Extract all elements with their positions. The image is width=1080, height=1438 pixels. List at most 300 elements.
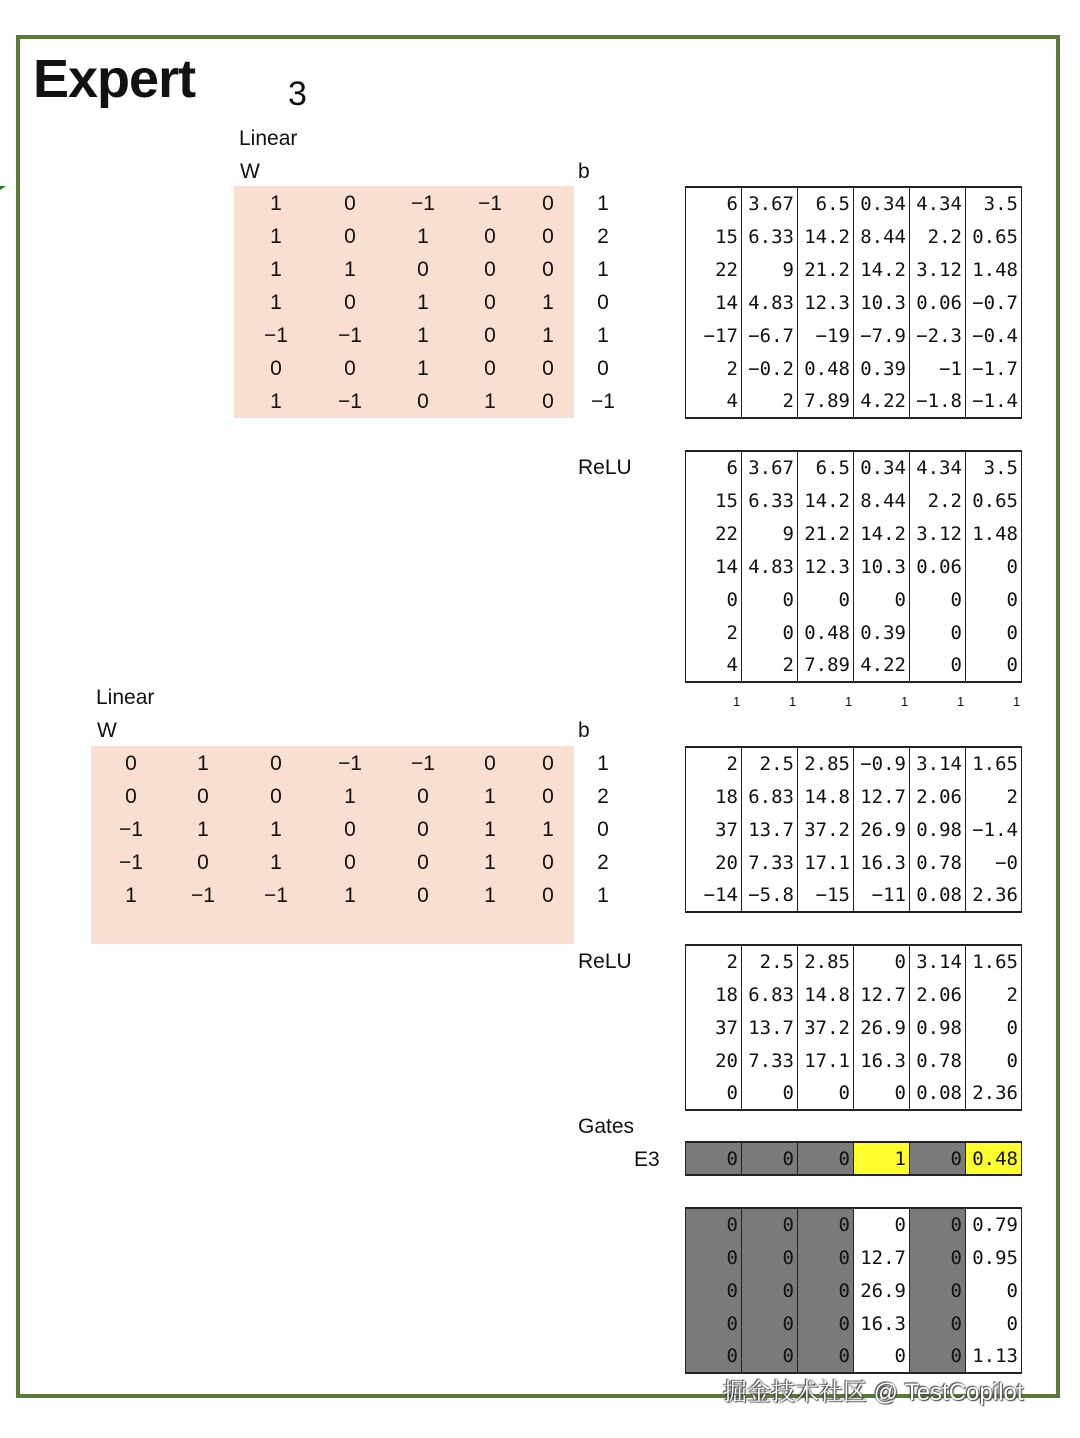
- matrix-cell: −14: [686, 879, 742, 912]
- weight-cell: 0: [542, 884, 554, 907]
- matrix-cell: 1.13: [966, 1340, 1022, 1373]
- layer2-relu-label: ReLU: [578, 950, 632, 973]
- weight-cell: 1: [484, 818, 496, 841]
- matrix-cell: 2.06: [910, 780, 966, 813]
- weight-cell: 0: [542, 752, 554, 775]
- matrix-cell: −1: [910, 352, 966, 385]
- matrix-cell: −0: [966, 846, 1022, 879]
- gates-label: Gates: [578, 1115, 635, 1138]
- weight-cell: 1: [270, 258, 282, 281]
- matrix-cell: 0.08: [910, 1077, 966, 1110]
- matrix-cell: 0.06: [910, 550, 966, 583]
- weight-cell: 1: [417, 291, 429, 314]
- weight-cell: −1: [338, 324, 362, 347]
- matrix-cell: 0.65: [966, 220, 1022, 253]
- matrix-cell: 7.89: [798, 649, 854, 682]
- weight-cell: 0: [542, 785, 554, 808]
- matrix-cell: 0.34: [854, 187, 910, 220]
- weight-cell: 1: [270, 291, 282, 314]
- weight-cell: 1: [197, 752, 209, 775]
- matrix-cell: 15: [686, 484, 742, 517]
- weight-cell: 0: [542, 225, 554, 248]
- weight-cell: 0: [417, 785, 429, 808]
- watermark: 掘金技术社区 @ TestCopilot: [723, 1379, 1024, 1406]
- matrix-cell: 0: [742, 1241, 798, 1274]
- matrix-row: [686, 484, 1022, 517]
- weight-cell: 0: [344, 851, 356, 874]
- weight-cell: 0: [417, 390, 429, 413]
- matrix-cell: 2.36: [966, 879, 1022, 912]
- gates-row: [685, 1141, 1022, 1176]
- matrix-cell: 8.44: [854, 484, 910, 517]
- weight-cell: 0: [344, 225, 356, 248]
- matrix-cell: −6.7: [742, 319, 798, 352]
- bias-cell: 0: [597, 818, 609, 841]
- matrix-cell: 0: [910, 583, 966, 616]
- matrix-cell: 0: [966, 1011, 1022, 1044]
- matrix-cell: 0: [798, 583, 854, 616]
- matrix-cell: −1.4: [966, 385, 1022, 418]
- matrix-cell: 8.44: [854, 220, 910, 253]
- matrix-cell: 0: [966, 583, 1022, 616]
- matrix-cell: 2: [686, 945, 742, 978]
- matrix-cell: 6.33: [742, 220, 798, 253]
- gated-output: [685, 1207, 1022, 1374]
- matrix-cell: 0: [910, 616, 966, 649]
- matrix-cell: 37.2: [798, 1011, 854, 1044]
- layer2-w-label: W: [97, 719, 117, 742]
- layer1-linear-label: Linear: [239, 127, 298, 150]
- matrix-cell: 4.34: [910, 451, 966, 484]
- weight-cell: 0: [484, 258, 496, 281]
- matrix-cell: 3.14: [910, 747, 966, 780]
- matrix-cell: 16.3: [854, 1044, 910, 1077]
- matrix-cell: 16.3: [854, 846, 910, 879]
- matrix-cell: 0: [686, 1340, 742, 1373]
- bias-cell: 2: [597, 785, 609, 808]
- ones-cell: 1: [901, 694, 909, 709]
- matrix-cell: −1.7: [966, 352, 1022, 385]
- matrix-cell: 6.83: [742, 780, 798, 813]
- matrix-cell: 4.22: [854, 649, 910, 682]
- matrix-cell: 1.48: [966, 517, 1022, 550]
- weight-cell: 1: [270, 818, 282, 841]
- weight-cell: 0: [417, 884, 429, 907]
- matrix-cell: 0: [854, 1208, 910, 1241]
- weight-cell: 1: [484, 884, 496, 907]
- bias-cell: 0: [597, 291, 609, 314]
- layer1-w-label: W: [240, 160, 260, 183]
- matrix-cell: 6.5: [798, 451, 854, 484]
- matrix-cell: 3.67: [742, 451, 798, 484]
- matrix-cell: 0: [854, 1077, 910, 1110]
- matrix-cell: 0: [798, 1208, 854, 1241]
- matrix-cell: 14.8: [798, 780, 854, 813]
- matrix-cell: 14.2: [854, 517, 910, 550]
- matrix-cell: 0.39: [854, 352, 910, 385]
- weight-cell: −1: [191, 884, 215, 907]
- matrix-cell: 21.2: [798, 253, 854, 286]
- bias-cell: 1: [597, 752, 609, 775]
- matrix-row: [686, 1077, 1022, 1110]
- weight-cell: 0: [484, 752, 496, 775]
- matrix-row: [686, 1208, 1022, 1241]
- weight-cell: −1: [119, 851, 143, 874]
- matrix-cell: 14.2: [798, 484, 854, 517]
- matrix-cell: 10.3: [854, 550, 910, 583]
- matrix-cell: 37: [686, 1011, 742, 1044]
- weight-cell: 0: [344, 291, 356, 314]
- matrix-cell: 0: [742, 1340, 798, 1373]
- matrix-cell: 0.78: [910, 1044, 966, 1077]
- matrix-cell: 12.7: [854, 780, 910, 813]
- weight-cell: 1: [344, 785, 356, 808]
- layer1-relu-label: ReLU: [578, 456, 632, 479]
- matrix-cell: 3.5: [966, 187, 1022, 220]
- matrix-row: [686, 945, 1022, 978]
- weight-cell: 1: [484, 390, 496, 413]
- bias-cell: 1: [597, 258, 609, 281]
- matrix-row: [686, 1241, 1022, 1274]
- matrix-cell: 12.7: [854, 978, 910, 1011]
- matrix-cell: 3.12: [910, 253, 966, 286]
- matrix-cell: 4.34: [910, 187, 966, 220]
- matrix-row: [686, 517, 1022, 550]
- weight-cell: 0: [197, 785, 209, 808]
- matrix-row: [686, 780, 1022, 813]
- weight-cell: 0: [484, 324, 496, 347]
- matrix-row: [686, 1011, 1022, 1044]
- weight-cell: 0: [542, 851, 554, 874]
- matrix-cell: −15: [798, 879, 854, 912]
- matrix-cell: 2.5: [742, 945, 798, 978]
- weight-cell: 1: [270, 390, 282, 413]
- matrix-cell: 0: [798, 1307, 854, 1340]
- matrix-cell: 2.2: [910, 220, 966, 253]
- bias-cell: 1: [597, 884, 609, 907]
- weight-cell: 0: [344, 818, 356, 841]
- matrix-cell: 0: [742, 616, 798, 649]
- matrix-cell: 0.79: [966, 1208, 1022, 1241]
- matrix-cell: 6.83: [742, 978, 798, 1011]
- matrix-cell: 10.3: [854, 286, 910, 319]
- matrix-cell: 0.08: [910, 879, 966, 912]
- weight-cell: 1: [197, 818, 209, 841]
- matrix-cell: 0: [686, 1077, 742, 1110]
- matrix-cell: 0: [910, 1307, 966, 1340]
- matrix-row: [686, 747, 1022, 780]
- matrix-cell: 0: [854, 945, 910, 978]
- matrix-cell: 12.3: [798, 550, 854, 583]
- matrix-cell: 0: [966, 1044, 1022, 1077]
- matrix-cell: 13.7: [742, 1011, 798, 1044]
- matrix-cell: 18: [686, 978, 742, 1011]
- matrix-cell: 4.83: [742, 550, 798, 583]
- matrix-cell: −0.7: [966, 286, 1022, 319]
- matrix-cell: 0: [966, 1307, 1022, 1340]
- matrix-cell: 2: [686, 352, 742, 385]
- matrix-cell: 0: [686, 1142, 742, 1175]
- matrix-cell: 16.3: [854, 1307, 910, 1340]
- layer1-linear-output: [685, 186, 1022, 419]
- matrix-cell: 0: [798, 1142, 854, 1175]
- matrix-cell: 0.65: [966, 484, 1022, 517]
- matrix-cell: 3.14: [910, 945, 966, 978]
- matrix-cell: 0: [686, 1208, 742, 1241]
- matrix-cell: 0.98: [910, 1011, 966, 1044]
- matrix-row: [686, 978, 1022, 1011]
- weight-cell: 0: [484, 225, 496, 248]
- matrix-cell: 7.89: [798, 385, 854, 418]
- matrix-cell: −0.2: [742, 352, 798, 385]
- weight-cell: −1: [411, 192, 435, 215]
- matrix-cell: 2.5: [742, 747, 798, 780]
- weight-cell: 0: [197, 851, 209, 874]
- bias-cell: 1: [597, 192, 609, 215]
- matrix-row: [686, 1340, 1022, 1373]
- matrix-cell: 1.65: [966, 945, 1022, 978]
- matrix-row: [686, 352, 1022, 385]
- matrix-cell: 4.22: [854, 385, 910, 418]
- matrix-cell: 37: [686, 813, 742, 846]
- matrix-cell: 0: [910, 1340, 966, 1373]
- matrix-cell: 0: [966, 550, 1022, 583]
- matrix-cell: 7.33: [742, 1044, 798, 1077]
- matrix-cell: 0.95: [966, 1241, 1022, 1274]
- matrix-cell: 2: [686, 747, 742, 780]
- weight-cell: 1: [542, 818, 554, 841]
- weight-cell: 0: [270, 752, 282, 775]
- matrix-cell: 14: [686, 550, 742, 583]
- matrix-row: [686, 813, 1022, 846]
- weight-cell: −1: [338, 390, 362, 413]
- matrix-cell: 6: [686, 187, 742, 220]
- matrix-cell: 26.9: [854, 1274, 910, 1307]
- matrix-cell: 6.33: [742, 484, 798, 517]
- matrix-cell: 0: [966, 616, 1022, 649]
- weight-cell: 0: [542, 390, 554, 413]
- matrix-cell: 0: [686, 1307, 742, 1340]
- matrix-cell: 12.3: [798, 286, 854, 319]
- weight-cell: 1: [484, 785, 496, 808]
- matrix-cell: 6: [686, 451, 742, 484]
- matrix-cell: 1.65: [966, 747, 1022, 780]
- matrix-cell: 0.98: [910, 813, 966, 846]
- matrix-cell: 26.9: [854, 813, 910, 846]
- layer2-b-label: b: [578, 719, 590, 742]
- matrix-cell: 0: [910, 1274, 966, 1307]
- matrix-row: [686, 1142, 1022, 1175]
- bias-cell: 1: [597, 324, 609, 347]
- bias-cell: 2: [597, 851, 609, 874]
- matrix-cell: 20: [686, 846, 742, 879]
- weight-cell: 1: [484, 851, 496, 874]
- matrix-cell: 7.33: [742, 846, 798, 879]
- matrix-cell: 3.12: [910, 517, 966, 550]
- matrix-cell: 15: [686, 220, 742, 253]
- layer2-linear-label: Linear: [96, 686, 155, 709]
- matrix-row: [686, 286, 1022, 319]
- weight-cell: 0: [417, 818, 429, 841]
- matrix-cell: 26.9: [854, 1011, 910, 1044]
- matrix-cell: 0.39: [854, 616, 910, 649]
- matrix-cell: 0.48: [798, 616, 854, 649]
- matrix-cell: 0: [686, 1241, 742, 1274]
- weight-cell: 0: [344, 192, 356, 215]
- weight-cell: −1: [264, 884, 288, 907]
- matrix-row: [686, 1044, 1022, 1077]
- matrix-cell: 1.48: [966, 253, 1022, 286]
- matrix-cell: −19: [798, 319, 854, 352]
- matrix-row: [686, 1307, 1022, 1340]
- weight-cell: 0: [417, 258, 429, 281]
- matrix-cell: −17: [686, 319, 742, 352]
- matrix-cell: 21.2: [798, 517, 854, 550]
- matrix-cell: −0.9: [854, 747, 910, 780]
- weight-cell: 0: [125, 752, 137, 775]
- weight-cell: −1: [338, 752, 362, 775]
- weight-cell: 1: [270, 192, 282, 215]
- matrix-cell: 18: [686, 780, 742, 813]
- corner-marker: [0, 186, 6, 190]
- matrix-cell: 3.67: [742, 187, 798, 220]
- matrix-cell: 0: [798, 1340, 854, 1373]
- matrix-row: [686, 649, 1022, 682]
- weight-cell: 1: [542, 291, 554, 314]
- matrix-cell: 2.06: [910, 978, 966, 1011]
- matrix-cell: 0: [798, 1274, 854, 1307]
- layer1-b-label: b: [578, 160, 590, 183]
- matrix-cell: 1: [854, 1142, 910, 1175]
- weight-cell: 0: [484, 291, 496, 314]
- ones-cell: 1: [789, 694, 797, 709]
- bias-cell: 0: [597, 357, 609, 380]
- matrix-cell: 9: [742, 517, 798, 550]
- bias-cell: −1: [591, 390, 615, 413]
- matrix-cell: 2: [742, 385, 798, 418]
- matrix-cell: 4: [686, 385, 742, 418]
- weight-cell: 1: [125, 884, 137, 907]
- matrix-row: [686, 616, 1022, 649]
- weight-cell: 1: [270, 225, 282, 248]
- matrix-cell: 0: [686, 1274, 742, 1307]
- matrix-cell: 0.48: [966, 1142, 1022, 1175]
- matrix-cell: 2: [966, 780, 1022, 813]
- matrix-cell: 12.7: [854, 1241, 910, 1274]
- matrix-cell: 0: [854, 1340, 910, 1373]
- weight-cell: 0: [542, 258, 554, 281]
- weight-cell: 0: [270, 785, 282, 808]
- matrix-cell: 17.1: [798, 1044, 854, 1077]
- weight-cell: 1: [417, 324, 429, 347]
- weight-cell: 0: [125, 785, 137, 808]
- weight-cell: 0: [270, 357, 282, 380]
- matrix-cell: 6.5: [798, 187, 854, 220]
- matrix-cell: 2: [966, 978, 1022, 1011]
- weight-cell: 1: [344, 258, 356, 281]
- matrix-cell: −1.4: [966, 813, 1022, 846]
- matrix-cell: 0: [966, 649, 1022, 682]
- weight-cell: 0: [542, 192, 554, 215]
- matrix-cell: 0: [686, 583, 742, 616]
- layer1-relu-output: [685, 450, 1022, 683]
- matrix-cell: 4: [686, 649, 742, 682]
- matrix-cell: 0: [910, 649, 966, 682]
- weight-cell: 1: [417, 225, 429, 248]
- matrix-row: [686, 319, 1022, 352]
- bias-cell: 2: [597, 225, 609, 248]
- matrix-cell: 14.2: [854, 253, 910, 286]
- matrix-row: [686, 385, 1022, 418]
- matrix-cell: 13.7: [742, 813, 798, 846]
- matrix-cell: −5.8: [742, 879, 798, 912]
- matrix-cell: 22: [686, 253, 742, 286]
- matrix-cell: 37.2: [798, 813, 854, 846]
- matrix-cell: 0: [742, 1142, 798, 1175]
- matrix-cell: 0: [910, 1241, 966, 1274]
- ones-cell: 1: [845, 694, 853, 709]
- matrix-cell: 2.36: [966, 1077, 1022, 1110]
- matrix-cell: 0: [742, 1307, 798, 1340]
- matrix-cell: 0.34: [854, 451, 910, 484]
- matrix-row: [686, 187, 1022, 220]
- layer2-linear-output: [685, 746, 1022, 913]
- matrix-cell: 2: [686, 616, 742, 649]
- matrix-cell: −11: [854, 879, 910, 912]
- matrix-cell: 22: [686, 517, 742, 550]
- weight-cell: −1: [264, 324, 288, 347]
- matrix-row: [686, 846, 1022, 879]
- ones-cell: 1: [957, 694, 965, 709]
- matrix-cell: 0.48: [798, 352, 854, 385]
- matrix-row: [686, 451, 1022, 484]
- weight-cell: 1: [344, 884, 356, 907]
- matrix-row: [686, 583, 1022, 616]
- ones-cell: 1: [1013, 694, 1021, 709]
- matrix-cell: 0: [742, 1077, 798, 1110]
- gate-row-label: E3: [634, 1148, 660, 1171]
- matrix-cell: 0.78: [910, 846, 966, 879]
- matrix-cell: 14.8: [798, 978, 854, 1011]
- matrix-row: [686, 879, 1022, 912]
- matrix-cell: 2.85: [798, 945, 854, 978]
- weight-cell: −1: [478, 192, 502, 215]
- page-title: Expert: [33, 49, 196, 109]
- matrix-cell: 0: [798, 1077, 854, 1110]
- matrix-row: [686, 550, 1022, 583]
- weight-cell: 1: [270, 851, 282, 874]
- matrix-row: [686, 253, 1022, 286]
- matrix-cell: 2: [742, 649, 798, 682]
- matrix-cell: 20: [686, 1044, 742, 1077]
- matrix-cell: 0: [742, 1208, 798, 1241]
- matrix-cell: 2.85: [798, 747, 854, 780]
- weight-cell: −1: [119, 818, 143, 841]
- matrix-cell: 0: [966, 1274, 1022, 1307]
- weight-cell: 1: [417, 357, 429, 380]
- matrix-cell: 14.2: [798, 220, 854, 253]
- weight-cell: −1: [411, 752, 435, 775]
- weight-cell: 0: [344, 357, 356, 380]
- matrix-cell: 0: [798, 1241, 854, 1274]
- matrix-cell: 0: [742, 583, 798, 616]
- matrix-cell: 0: [854, 583, 910, 616]
- matrix-cell: 0.06: [910, 286, 966, 319]
- matrix-cell: 0: [742, 1274, 798, 1307]
- matrix-cell: 14: [686, 286, 742, 319]
- matrix-cell: −1.8: [910, 385, 966, 418]
- weight-cell: 0: [542, 357, 554, 380]
